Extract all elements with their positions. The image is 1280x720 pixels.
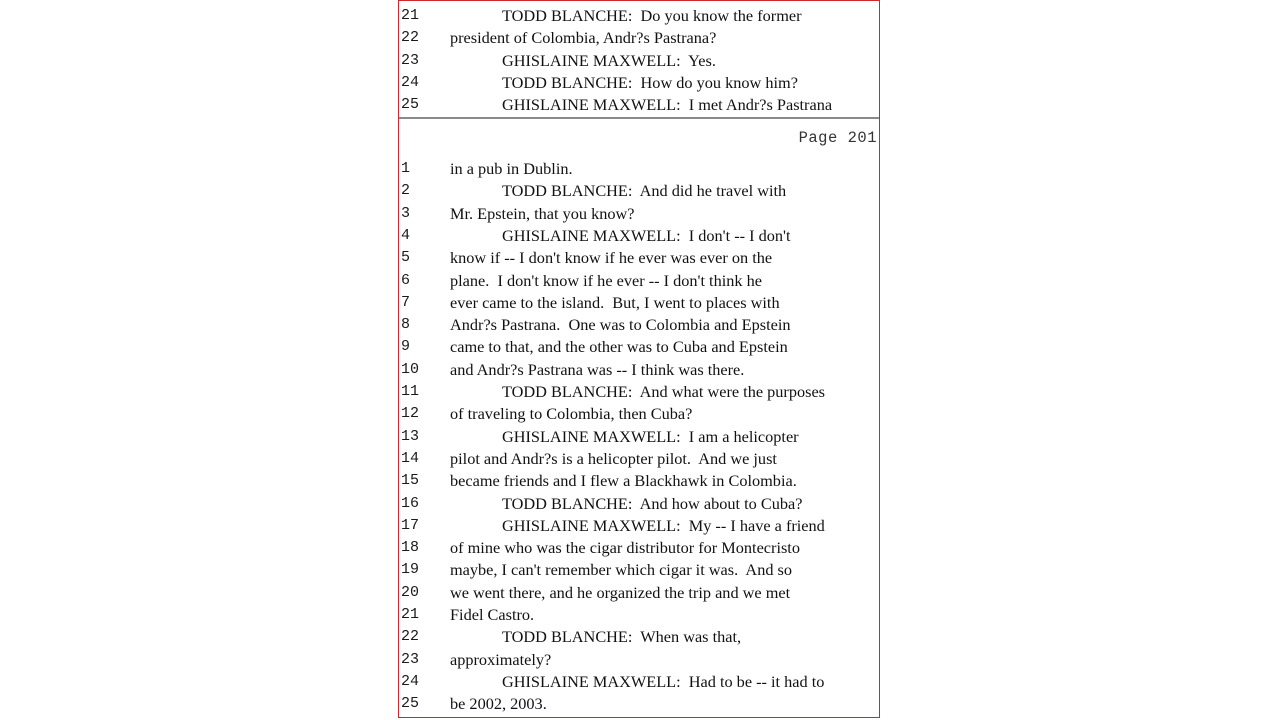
transcript-line — [399, 359, 881, 381]
transcript-line — [399, 158, 881, 180]
line-text: know if -- I don't know if he ever was ever on the — [450, 248, 773, 268]
transcript-line — [399, 470, 881, 492]
line-number: 7 — [401, 293, 411, 311]
speaker-line-text: GHISLAINE MAXWELL: Had to be -- it had to — [502, 671, 825, 691]
line-text: became friends and I flew a Blackhawk in Colombia. — [450, 471, 797, 491]
line-text: Mr. Epstein, that you know? — [450, 203, 635, 223]
line-number: 10 — [401, 360, 420, 378]
line-text: of mine who was the cigar distributor for Montecristo — [450, 538, 800, 558]
transcript-line — [399, 292, 881, 314]
speaker-line-text: TODD BLANCHE: And how about to Cuba? — [502, 493, 803, 513]
transcript-line — [399, 493, 881, 515]
transcript-line — [399, 649, 881, 671]
transcript-line — [399, 426, 881, 448]
transcript-line — [399, 27, 881, 49]
line-text: plane. I don't know if he ever -- I don't think he — [450, 270, 762, 290]
line-text: we went there, and he organized the trip and we met — [450, 582, 791, 602]
line-number: 22 — [401, 29, 420, 47]
line-number: 23 — [401, 650, 420, 668]
speaker-line-text: TODD BLANCHE: Do you know the former — [502, 6, 802, 25]
transcript-line — [399, 247, 881, 269]
transcript-line — [399, 270, 881, 292]
line-number: 15 — [401, 472, 420, 490]
line-number: 6 — [401, 271, 411, 289]
transcript-line — [399, 448, 881, 470]
transcript-line — [399, 515, 881, 537]
transcript-line — [399, 94, 881, 116]
line-text: be 2002, 2003. — [450, 694, 547, 714]
line-text: maybe, I can't remember which cigar it was. And so — [450, 560, 793, 580]
speaker-line-text: GHISLAINE MAXWELL: My -- I have a friend — [502, 515, 825, 535]
transcript-line — [399, 336, 881, 358]
speaker-line-text: GHISLAINE MAXWELL: I met Andr?s Pastrana — [502, 95, 833, 115]
transcript-line — [399, 693, 881, 715]
transcript-line — [399, 582, 881, 604]
line-text: in a pub in Dublin. — [450, 159, 573, 178]
line-number: 25 — [401, 695, 420, 713]
line-number: 21 — [401, 7, 420, 24]
line-text: president of Colombia, Andr?s Pastrana? — [450, 28, 717, 48]
line-number: 24 — [401, 73, 420, 91]
line-text: approximately? — [450, 649, 552, 669]
line-number: 5 — [401, 249, 411, 267]
line-number: 19 — [401, 561, 420, 579]
line-number: 8 — [401, 316, 411, 334]
line-text: Fidel Castro. — [450, 605, 535, 624]
line-text: pilot and Andr?s is a helicopter pilot. And we just — [450, 448, 777, 468]
speaker-line-text: GHISLAINE MAXWELL: Yes. — [502, 50, 716, 70]
transcript-line — [399, 5, 881, 27]
transcript-line — [399, 604, 881, 626]
line-number: 25 — [401, 96, 420, 114]
line-number: 20 — [401, 583, 420, 601]
line-number: 14 — [401, 449, 420, 467]
line-number: 2 — [401, 182, 411, 200]
line-number: 16 — [401, 494, 420, 512]
transcript-line — [399, 180, 881, 202]
page-divider — [399, 117, 879, 119]
line-number: 13 — [401, 427, 420, 445]
line-text: ever came to the island. But, I went to places with — [450, 292, 780, 312]
transcript-line — [399, 381, 881, 403]
line-number: 22 — [401, 628, 420, 646]
line-text: of traveling to Colombia, then Cuba? — [450, 404, 693, 424]
speaker-line-text: GHISLAINE MAXWELL: I don't -- I don't — [502, 225, 791, 245]
line-number: 1 — [401, 160, 411, 177]
transcript-line — [399, 72, 881, 94]
transcript-line — [399, 203, 881, 225]
transcript-line — [399, 50, 881, 72]
line-number: 12 — [401, 405, 420, 423]
transcript-line — [399, 559, 881, 581]
line-text: came to that, and the other was to Cuba and Epstein — [450, 337, 788, 357]
transcript-line — [399, 671, 881, 693]
transcript-line — [399, 225, 881, 247]
transcript-line — [399, 537, 881, 559]
line-number: 4 — [401, 226, 411, 244]
line-text: and Andr?s Pastrana was -- I think was there. — [450, 359, 745, 379]
speaker-line-text: GHISLAINE MAXWELL: I am a helicopter — [502, 426, 799, 446]
line-number: 9 — [401, 338, 411, 356]
line-number: 18 — [401, 539, 420, 557]
speaker-line-text: TODD BLANCHE: And what were the purposes — [502, 382, 826, 401]
transcript-line — [399, 626, 881, 648]
speaker-line-text: TODD BLANCHE: When was that, — [502, 627, 742, 647]
speaker-line-text: TODD BLANCHE: How do you know him? — [502, 72, 798, 92]
line-number: 11 — [401, 383, 420, 400]
line-number: 21 — [401, 606, 420, 623]
line-number: 17 — [401, 516, 420, 534]
transcript-line — [399, 314, 881, 336]
transcript-page — [398, 0, 880, 718]
line-number: 24 — [401, 672, 420, 690]
line-number: 3 — [401, 204, 411, 222]
line-number: 23 — [401, 51, 420, 69]
speaker-line-text: TODD BLANCHE: And did he travel with — [502, 181, 787, 201]
page-number: Page 201 — [798, 129, 877, 147]
transcript-line — [399, 403, 881, 425]
line-text: Andr?s Pastrana. One was to Colombia and Epstein — [450, 315, 791, 335]
